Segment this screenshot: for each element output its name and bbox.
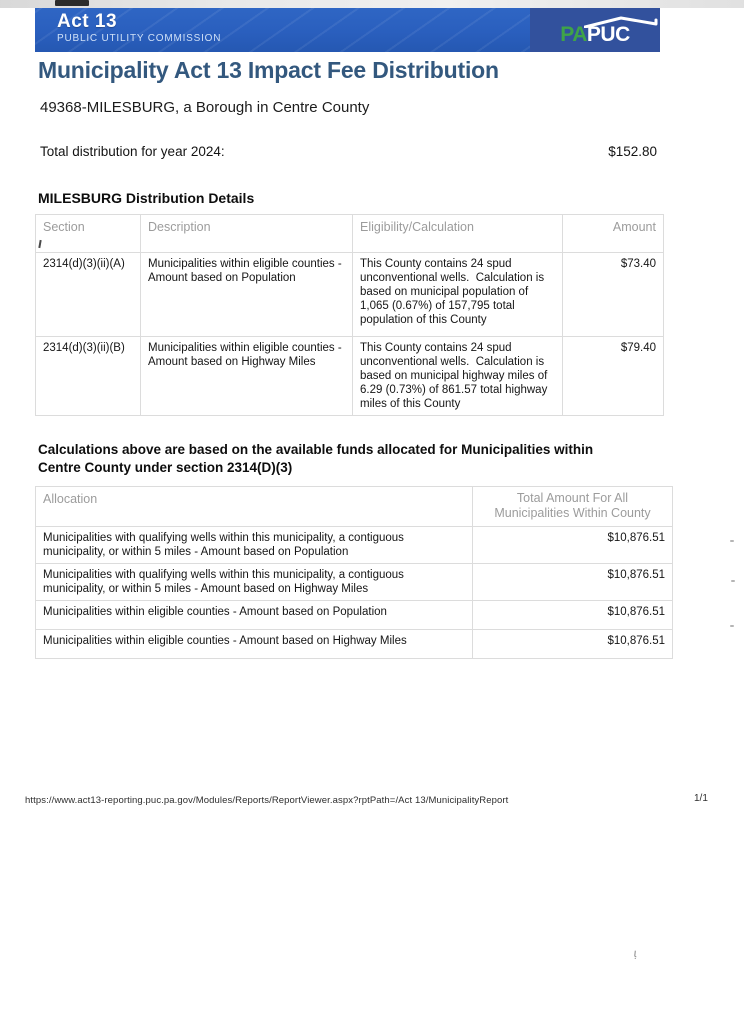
total-distribution-row bbox=[40, 144, 657, 159]
calculations-note-heading: Calculations above are based on the available funds allocated for Municipalities within Centre County under section 2314(D)(3) bbox=[38, 442, 594, 475]
scan-speck bbox=[731, 580, 735, 582]
cell-allocation: Municipalities with qualifying wells within this municipality, a contiguous municipality, or within 5 miles - Amount based on Highway Miles bbox=[36, 564, 473, 601]
cell-allocation: Municipalities with qualifying wells within this municipality, a contiguous municipality, or within 5 miles - Amount based on Population bbox=[36, 527, 473, 564]
banner-text bbox=[57, 11, 221, 45]
table-row bbox=[36, 253, 664, 337]
total-distribution-label: Total distribution for year 2024: bbox=[40, 144, 225, 159]
cell-amount: $10,876.51 bbox=[473, 630, 673, 659]
table-row bbox=[36, 601, 673, 630]
cell-description: Municipalities within eligible counties - Amount based on Population bbox=[141, 253, 353, 337]
page-number: 1/1 bbox=[694, 793, 708, 804]
cell-allocation: Municipalities within eligible counties - Amount based on Population bbox=[36, 601, 473, 630]
scan-smudge-mark: ɩ̣ bbox=[633, 945, 638, 961]
scan-speck bbox=[730, 625, 734, 627]
col-header-section: Section bbox=[36, 215, 141, 253]
cell-section: 2314(d)(3)(ii)(B) bbox=[36, 337, 141, 416]
cell-amount: $79.40 bbox=[563, 337, 664, 416]
col-header-amount: Amount bbox=[563, 215, 664, 253]
page-title: Municipality Act 13 Impact Fee Distribution bbox=[38, 57, 499, 83]
col-header-eligibility: Eligibility/Calculation bbox=[353, 215, 563, 253]
table-header-row bbox=[36, 215, 664, 253]
cell-amount: $73.40 bbox=[563, 253, 664, 337]
cell-allocation: Municipalities within eligible counties - Amount based on Highway Miles bbox=[36, 630, 473, 659]
papuc-logo bbox=[530, 8, 660, 52]
cell-amount: $10,876.51 bbox=[473, 601, 673, 630]
col-header-allocation: Allocation bbox=[36, 487, 473, 527]
details-section-heading: MILESBURG Distribution Details bbox=[38, 190, 255, 206]
scan-speck bbox=[730, 540, 734, 542]
logo-pa-text: PA bbox=[560, 22, 587, 46]
report-source-url: https://www.act13-reporting.puc.pa.gov/Modules/Reports/ReportViewer.aspx?rptPath=/Act 13/MunicipalityReport bbox=[25, 795, 509, 806]
scan-edge-band bbox=[0, 0, 744, 8]
cell-eligibility: This County contains 24 spud unconventional wells. Calculation is based on municipal highway miles of 6.29 (0.73%) of 861.57 total highway miles of this County bbox=[353, 337, 563, 416]
cell-section: 2314(d)(3)(ii)(A) bbox=[36, 253, 141, 337]
cell-eligibility: This County contains 24 spud unconventional wells. Calculation is based on municipal population of 1,065 (0.67%) of 157,795 total population of this County bbox=[353, 253, 563, 337]
table-row bbox=[36, 337, 664, 416]
scan-artifact-mark bbox=[55, 0, 89, 6]
cell-amount: $10,876.51 bbox=[473, 527, 673, 564]
cell-description: Municipalities within eligible counties - Amount based on Highway Miles bbox=[141, 337, 353, 416]
table-header-row bbox=[36, 487, 673, 527]
cell-amount: $10,876.51 bbox=[473, 564, 673, 601]
col-header-description: Description bbox=[141, 215, 353, 253]
table-row bbox=[36, 630, 673, 659]
distribution-details-table bbox=[35, 214, 664, 416]
municipality-subtitle: 49368-MILESBURG, a Borough in Centre County bbox=[40, 99, 370, 116]
table-row bbox=[36, 564, 673, 601]
allocations-table bbox=[35, 486, 673, 659]
total-distribution-value: $152.80 bbox=[608, 144, 657, 159]
logo-puc-text: PUC bbox=[586, 22, 630, 46]
col-header-total-amount: Total Amount For All Municipalities Within County bbox=[473, 487, 673, 527]
program-title: Act 13 bbox=[57, 11, 118, 32]
keystone-roof-icon bbox=[584, 16, 658, 28]
agency-name: PUBLIC UTILITY COMMISSION bbox=[57, 33, 222, 44]
header-banner bbox=[35, 8, 660, 52]
table-row bbox=[36, 527, 673, 564]
